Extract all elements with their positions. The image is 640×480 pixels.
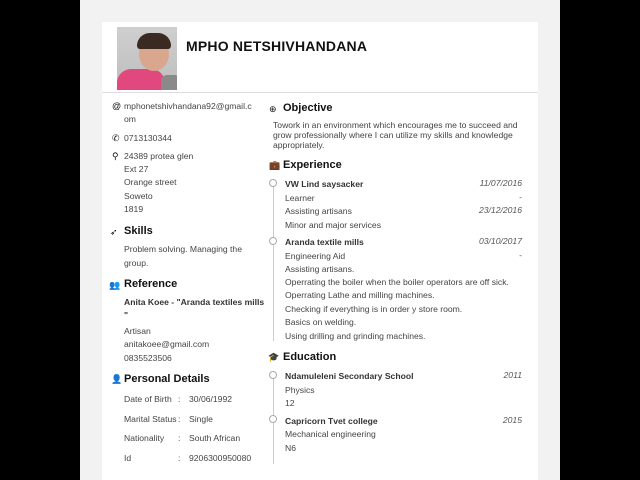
education-heading: Education [283,351,337,363]
colon: : [178,414,181,424]
location-pin-icon: ⚲ [112,151,119,161]
reference-name-line-1: Anita Koee - "Aranda textiles mills [124,297,265,307]
briefcase-icon: 💼 [269,160,281,170]
graduation-cap-icon: 🎓 [268,352,280,362]
phone-icon: ✆ [112,133,120,143]
edu-1-line-1: Physics [285,385,315,395]
profile-photo [117,27,177,90]
job-1-role: Learner [285,193,315,203]
timeline-line [273,241,274,341]
job-2-start: 03/10/2017 [478,236,522,246]
job-1-company: VW Lind saysacker [285,179,364,189]
marital-label: Marital Status [124,414,177,424]
edu-2-year: 2015 [502,415,522,425]
job-2-line: Basics on welding. [285,317,357,327]
address-line-2: Ext 27 [124,164,149,174]
job-2-line: Checking if everything is in order y store room. [285,304,463,314]
job-2-company: Aranda textile mills [285,237,364,247]
job-2-role: Engineering Aid [285,251,346,261]
email-line-2: om [124,114,136,124]
nationality-label: Nationality [124,433,165,443]
timeline-dot [269,179,277,187]
crosshair-icon: ⊕ [269,104,277,114]
id-label: Id [124,453,132,463]
reference-heading: Reference [124,278,178,290]
reference-name-line-2: " [124,310,129,320]
job-2-dash: - [519,250,522,260]
job-1-dash: - [519,192,522,202]
job-1-desc-2: Minor and major services [285,220,381,230]
dob-value: 30/06/1992 [189,394,233,404]
address-line-3: Orange street [124,177,177,187]
address-line-4: Soweto [124,191,153,201]
full-name: MPHO NETSHIVHANDANA [186,38,368,54]
reference-email: anitakoee@gmail.com [124,339,210,349]
edu-2-line-1: Mechanical engineering [285,429,376,439]
job-1-end: 23/12/2016 [478,205,522,215]
personal-details-heading: Personal Details [124,373,210,385]
objective-heading: Objective [283,102,333,114]
id-value: 9206300950080 [189,453,252,463]
job-2-line: Operrating Lathe and milling machines. [285,290,435,300]
edu-1-year: 2011 [503,370,522,380]
colon: : [178,433,181,443]
colon: : [178,394,181,404]
skills-heading: Skills [124,225,153,237]
experience-heading: Experience [283,159,342,171]
timeline-dot [269,371,277,379]
colon: : [178,453,181,463]
nationality-value: South African [189,433,241,443]
at-sign-icon: @ [112,101,122,111]
job-1-start: 11/07/2016 [479,178,522,188]
address-line-1: 24389 protea glen [124,151,194,161]
phone-number: 0713130344 [124,133,172,143]
objective-line-1: Towork in an environment which encourages me to succeed and [273,120,518,130]
edu-1-school: Ndamuleleni Secondary School [285,371,414,381]
edu-1-line-2: 12 [285,398,295,408]
header-divider [102,92,538,93]
reference-phone: 0835523506 [124,353,172,363]
job-1-desc-1: Assisting artisans [285,206,352,216]
job-2-line: Operrating the boiler when the boiler operators are off sick. [285,277,509,287]
email-line-1: mphonetshivhandana92@gmail.c [124,101,252,111]
reference-role: Artisan [124,326,151,336]
objective-line-2: grow professionally where I can utilize my skills and knowledge [273,130,513,140]
skills-line-2: group. [124,258,149,268]
job-2-line: Using drilling and grinding machines. [285,331,426,341]
person-icon: 👤 [111,374,123,384]
marital-value: Single [189,414,213,424]
timeline-dot [269,237,277,245]
skills-line-1: Problem solving. Managing the [124,244,242,254]
edu-2-line-2: N6 [285,443,296,453]
resume-page [102,22,538,480]
timeline-dot [269,415,277,423]
rocket-icon: ➶ [110,227,118,237]
objective-line-3: appropriately. [273,140,325,150]
address-line-5: 1819 [124,204,144,214]
edu-2-school: Capricorn Tvet college [285,416,378,426]
job-2-line: Assisting artisans. [285,264,355,274]
users-icon: 👥 [109,280,121,290]
dob-label: Date of Birth [124,394,172,404]
